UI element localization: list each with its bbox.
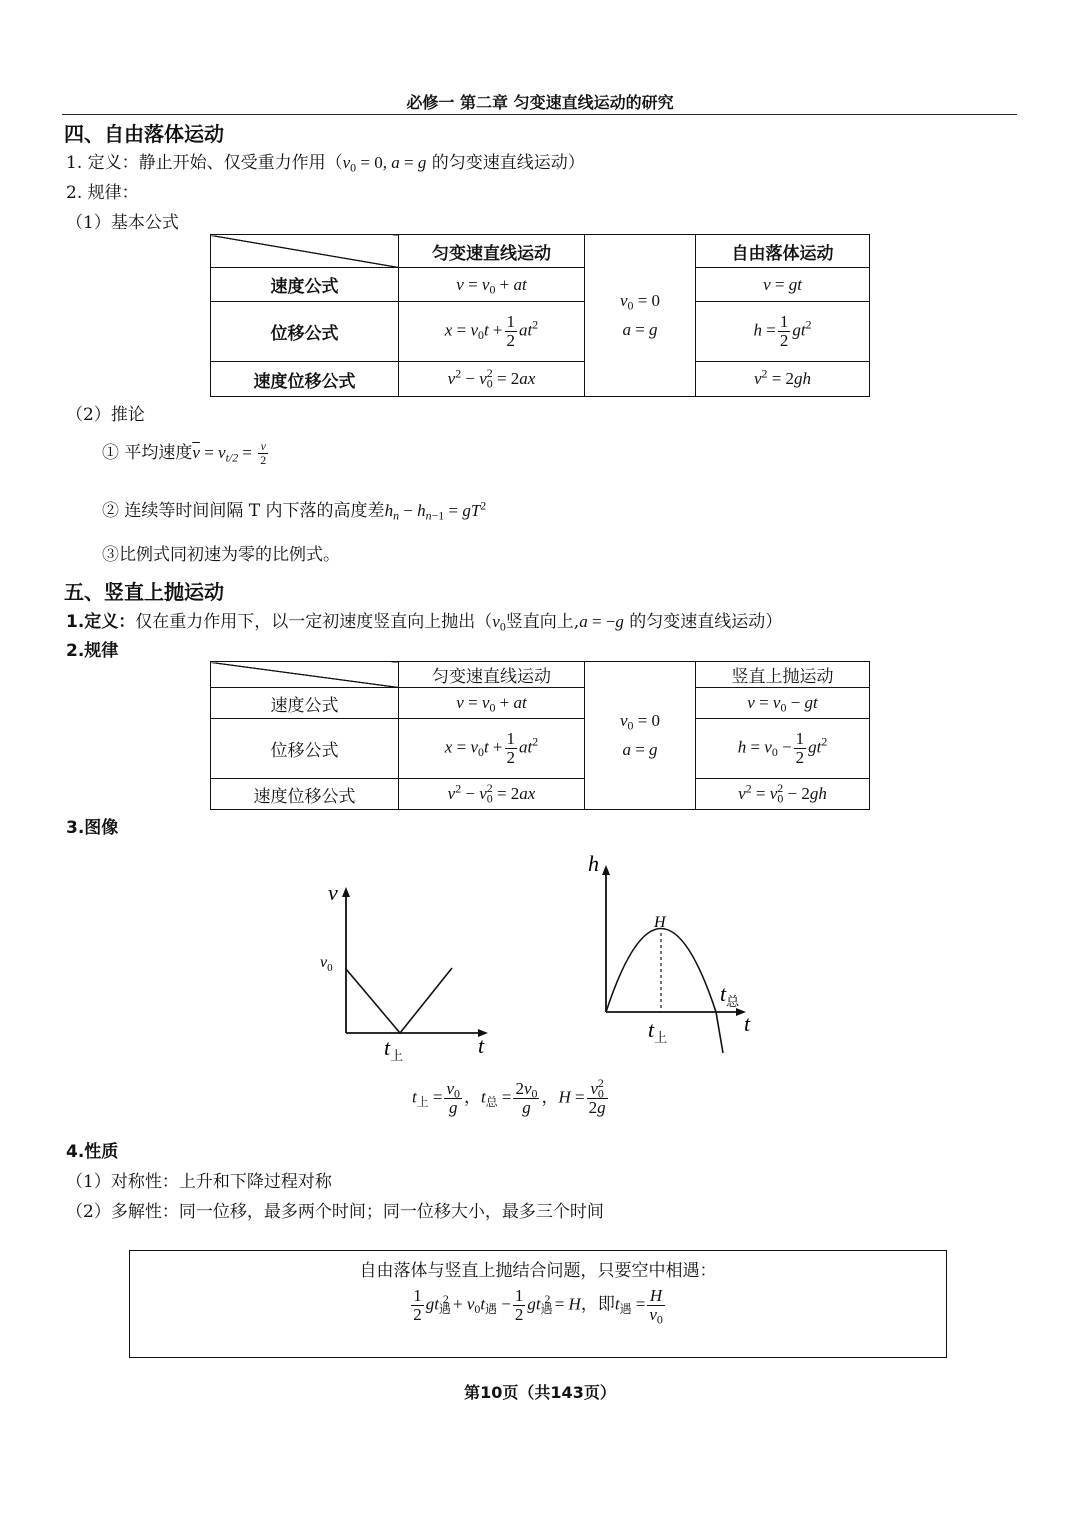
ht-y-arrow	[602, 865, 610, 875]
formula-velocity-free: v = gt	[696, 268, 870, 302]
col-header-free-fall: 自由落体运动	[696, 235, 870, 268]
formula-displacement-free: h = $\frac{1}{2}$ $gt^2$	[696, 302, 870, 362]
formula-displacement-uniform: $x = v_0t$ + $\frac{1}{2}$ $at^2$	[399, 719, 585, 779]
formula-displacement-uniform: $x = v_0t$ + $\frac{1}{2}$ $at^2$	[399, 302, 585, 362]
vt-v0-label: $v_0$	[320, 954, 333, 974]
ht-peak-label: H	[654, 914, 666, 931]
velocity-time-graph	[310, 875, 510, 1065]
running-header: 必修一 第二章 匀变速直线运动的研究	[406, 93, 674, 112]
row-label-vel-disp: 速度位移公式	[211, 779, 399, 810]
page-footer: 第10页（共143页）	[464, 1383, 616, 1402]
meeting-problem-intro: 自由落体与竖直上抛结合问题，只要空中相遇：	[359, 1261, 717, 1281]
corollary-1-text: ① 平均速度	[102, 443, 193, 463]
col-header-vertical-throw: 竖直上抛运动	[696, 662, 870, 688]
row-label-velocity: 速度公式	[211, 268, 399, 302]
corollary-label: （2）推论	[66, 405, 145, 425]
time-formulas: $t_上$ = $\frac{v_0}{g}$ ，$t_总$ = $\frac{2v_0}{g}$ ，H = $\frac{v_0^2}{2g}$	[412, 1076, 606, 1117]
formula-vel-disp-free: $v^2 = 2gh$	[696, 362, 870, 397]
section-title-vertical-throw: 五、竖直上抛运动	[64, 580, 224, 604]
vt-y-arrow	[342, 887, 350, 897]
header-divider	[62, 114, 1017, 115]
condition-cell: $v_0 = 0$ a = g	[585, 662, 696, 810]
ht-x-label: t	[744, 1011, 751, 1036]
table-corner-cell	[211, 235, 399, 268]
definition-text: 仅在重力作用下，以一定初速度竖直向上抛出（	[135, 612, 493, 632]
formula-vel-disp-throw: $v^2 = v_0^2 - 2gh$	[696, 779, 870, 810]
section-title-free-fall: 四、自由落体运动	[64, 122, 224, 146]
vt-velocity-line	[346, 968, 452, 1033]
vertical-throw-definition: 1.定义：仅在重力作用下，以一定初速度竖直向上抛出（$v_0$竖直向上,a = −g 的匀变速直线运动）	[66, 612, 783, 634]
corollary-2-text: ② 连续等时间间隔 T 内下落的高度差	[102, 501, 385, 521]
col-header-uniform: 匀变速直线运动	[399, 662, 585, 688]
row-label-velocity: 速度公式	[211, 688, 399, 719]
definition-mid: 竖直向上,	[505, 612, 580, 632]
meeting-problem-formula: $\frac{1}{2}$ $gt_遇^2 + v_0t_遇$ − $\frac{1}{2}$ $gt_遇^2 = H$，即$t_遇$ = $\frac{H}{v_0}$	[413, 1286, 663, 1327]
ht-t-up-label: $t_上$	[648, 1017, 668, 1046]
row-label-displacement: 位移公式	[211, 719, 399, 779]
ht-t-total-label: $t_总$	[720, 981, 740, 1010]
row-label-vel-disp: 速度位移公式	[211, 362, 399, 397]
corollary-average-velocity: ① 平均速度$\overline{v} = v_{t/2}$ = $\frac{v}{2}$	[102, 439, 267, 467]
vt-t-up-label: $t_上$	[384, 1035, 404, 1064]
corollary-ratio: ③比例式同初速为零的比例式。	[102, 545, 340, 565]
table-corner-cell	[211, 662, 399, 688]
definition-suffix: 的匀变速直线运动）	[426, 153, 585, 173]
formula-vel-disp-uniform: $v^2 - v_0^2 = 2ax$	[399, 779, 585, 810]
formula-velocity-throw: $v = v_0$ − gt	[696, 688, 870, 719]
vt-y-label: v	[328, 880, 338, 905]
definition-prefix: 1. 定义：静止开始、仅受重力作用（	[66, 153, 343, 173]
property-label: 4.性质	[66, 1142, 119, 1162]
ht-y-label: h	[588, 851, 599, 876]
formula-velocity-uniform: $v = v_0$ + at	[399, 268, 585, 302]
formula-displacement-throw: $h = v_0$ − $\frac{1}{2}$ $gt^2$	[696, 719, 870, 779]
definition-label: 1.定义：	[66, 612, 136, 632]
definition-suffix: 的匀变速直线运动）	[623, 612, 783, 632]
property-symmetry: （1）对称性：上升和下降过程对称	[66, 1172, 332, 1192]
condition-cell: $v_0 = 0$ a = g	[585, 235, 696, 397]
vertical-throw-formula-table	[210, 661, 870, 810]
free-fall-definition: 1. 定义：静止开始、仅受重力作用（$v_0 = 0$, a = g 的匀变速直线运动）	[66, 153, 585, 175]
graph-label: 3.图像	[66, 818, 119, 838]
vt-x-label: t	[478, 1033, 485, 1058]
formula-vel-disp-uniform: $v^2 - v_0^2 = 2ax$	[399, 362, 585, 397]
formula-velocity-uniform: $v = v_0$ + at	[399, 688, 585, 719]
height-time-graph	[580, 845, 780, 1060]
law-label: 2. 规律：	[66, 183, 139, 203]
property-multiple-solutions: （2）多解性：同一位移，最多两个时间；同一位移大小，最多三个时间	[66, 1202, 604, 1222]
col-header-uniform: 匀变速直线运动	[399, 235, 585, 268]
meeting-problem-box	[129, 1250, 947, 1358]
free-fall-formula-table	[210, 234, 870, 397]
law-label: 2.规律	[66, 641, 119, 661]
basic-formula-label: （1）基本公式	[66, 213, 179, 233]
corollary-height-difference: ② 连续等时间间隔 T 内下落的高度差$h_n - h_{n-1} = gT^2$	[102, 498, 487, 523]
row-label-displacement: 位移公式	[211, 302, 399, 362]
